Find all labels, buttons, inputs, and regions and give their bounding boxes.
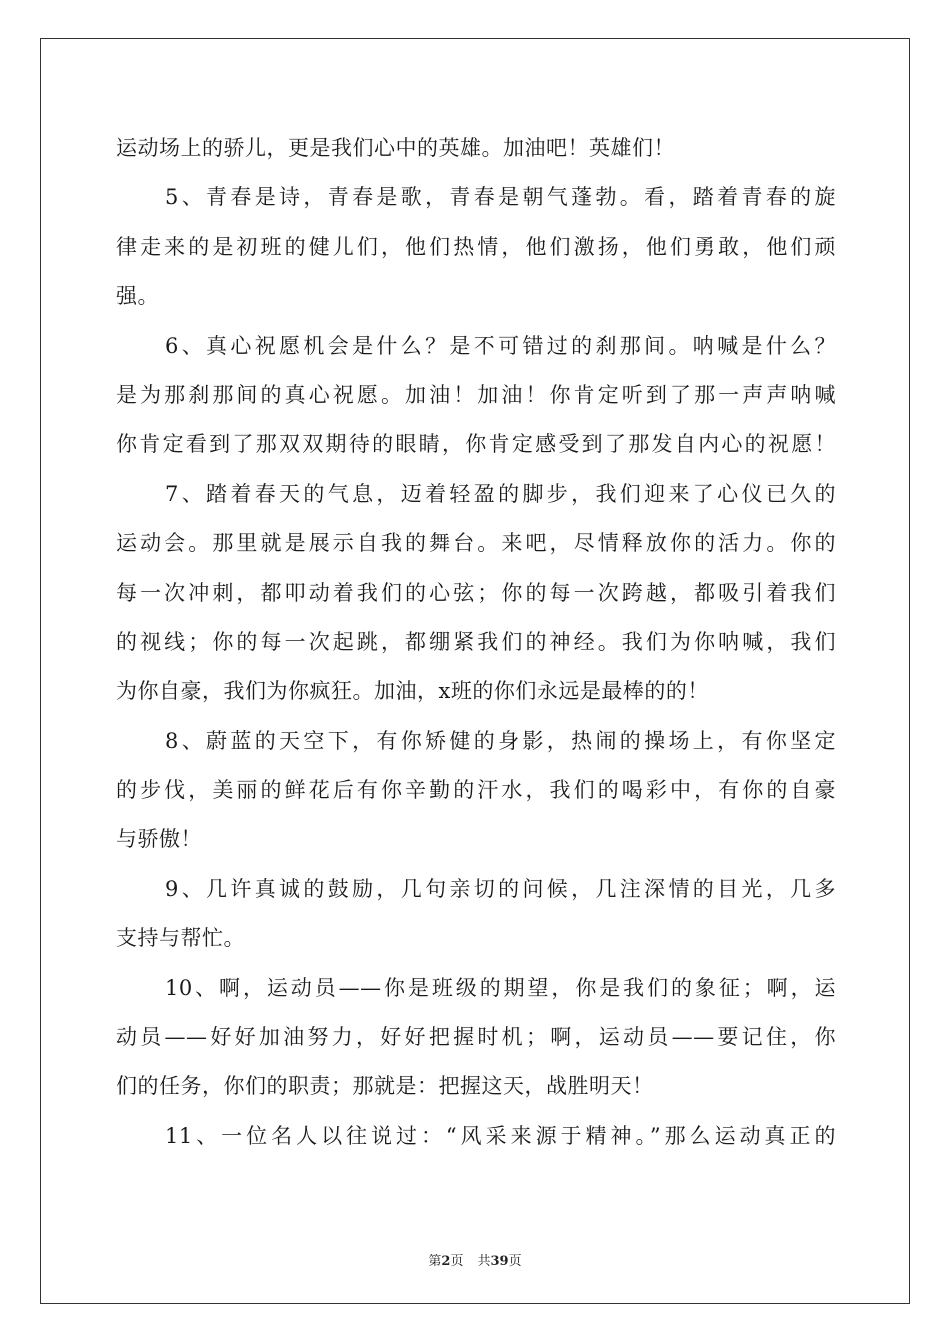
paragraph bbox=[116, 173, 836, 321]
paragraph bbox=[116, 124, 836, 173]
text-line: 们的任务，你们的职责；那就是：把握这天，战胜明天！ bbox=[116, 1074, 654, 1099]
text-line: 11、一位名人以往说过：“风采来源于精神。”那么运动真正的 bbox=[165, 1123, 836, 1148]
paragraph bbox=[116, 717, 836, 865]
text-line: 为你自豪，我们为你疯狂。加油，x班的你们永远是最棒的的！ bbox=[116, 679, 709, 704]
footer-page-prefix: 第 bbox=[428, 1254, 442, 1269]
paragraph bbox=[116, 470, 836, 717]
text-line: 5、青春是诗，青春是歌，青春是朝气蓬勃。看，踏着青春的旋 bbox=[165, 185, 836, 210]
text-line: 运动场上的骄儿，更是我们心中的英雄。加油吧！英雄们！ bbox=[116, 136, 675, 160]
document-body bbox=[116, 124, 836, 1161]
text-line: 律走来的是初班的健儿们，他们热情，他们激扬，他们勇敢，他们顽 bbox=[116, 234, 836, 259]
text-line: 每一次冲刺，都叩动着我们的心弦；你的每一次跨越，都吸引着我们 bbox=[116, 580, 836, 605]
footer-page-suffix: 页 bbox=[450, 1254, 464, 1269]
text-line: 强。 bbox=[116, 284, 159, 309]
paragraph bbox=[116, 964, 836, 1112]
text-line: 的视线；你的每一次起跳，都绷紧我们的神经。我们为你呐喊，我们 bbox=[116, 629, 836, 654]
text-line: 是为那刹那间的真心祝愿。加油！加油！你肯定听到了那一声声呐喊 bbox=[116, 382, 836, 407]
paragraph bbox=[116, 865, 836, 964]
footer-page-number: 2 bbox=[441, 1254, 451, 1269]
text-line: 8、蔚蓝的天空下，有你矫健的身影，热闹的操场上，有你坚定 bbox=[165, 728, 836, 753]
text-line: 与骄傲！ bbox=[116, 827, 202, 852]
footer-total-prefix: 共 bbox=[477, 1254, 491, 1269]
text-line: 6、真心祝愿机会是什么？是不可错过的刹那间。呐喊是什么？ bbox=[165, 333, 836, 358]
text-line: 支持与帮忙。 bbox=[116, 926, 245, 951]
footer-total-pages: 39 bbox=[490, 1254, 509, 1269]
page-footer bbox=[0, 1250, 950, 1269]
footer-total-suffix: 页 bbox=[508, 1254, 522, 1269]
text-line: 的步伐，美丽的鲜花后有你辛勤的汗水，我们的喝彩中，有你的自豪 bbox=[116, 778, 836, 803]
text-line: 7、踏着春天的气息，迈着轻盈的脚步，我们迎来了心仪已久的 bbox=[165, 481, 836, 506]
text-line: 动员——好好加油努力，好好把握时机；啊，运动员——要记住，你 bbox=[116, 1025, 836, 1050]
text-line: 你肯定看到了那双双期待的眼睛，你肯定感受到了那发自内心的祝愿！ bbox=[116, 432, 836, 457]
paragraph bbox=[116, 322, 836, 470]
text-line: 运动会。那里就是展示自我的舞台。来吧，尽情释放你的活力。你的 bbox=[116, 531, 836, 556]
paragraph bbox=[116, 1112, 836, 1161]
text-line: 9、几许真诚的鼓励，几句亲切的问候，几注深情的目光，几多 bbox=[165, 876, 836, 901]
text-line: 10、啊，运动员——你是班级的期望，你是我们的象征；啊，运 bbox=[165, 975, 836, 1000]
